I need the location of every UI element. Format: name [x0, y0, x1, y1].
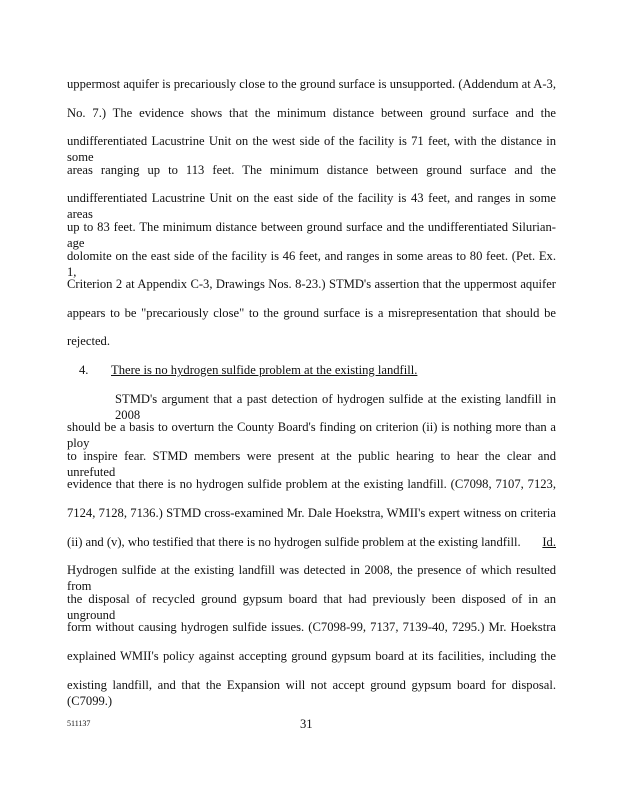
- heading-number: 4.: [79, 363, 89, 377]
- text-line: explained WMII's policy against accepting ground gypsum board at its facilities, including the: [67, 649, 556, 663]
- text-line: uppermost aquifer is precariously close to the ground surface is unsupported. (Addendum at A-3,: [67, 77, 556, 91]
- text-line: Criterion 2 at Appendix C-3, Drawings Nos. 8-23.) STMD's assertion that the uppermost aquifer: [67, 277, 556, 292]
- section-heading: [0, 362, 619, 378]
- text-line: undifferentiated Lacustrine Unit on the west side of the facility is 71 feet, with the distance in some: [67, 134, 556, 165]
- text-line: rejected.: [67, 334, 110, 349]
- text-line: [67, 534, 556, 550]
- text-line: to inspire fear. STMD members were present at the public hearing to hear the clear and unrefuted: [67, 448, 556, 479]
- text-line: 7124, 7128, 7136.) STMD cross-examined Mr. Dale Hoekstra, WMII's expert witness on criteria: [67, 506, 556, 520]
- text-line: dolomite on the east side of the facility is 46 feet, and ranges in some areas to 80 feet. (Pet. Ex. 1,: [67, 248, 556, 279]
- footer-document-id: 511137: [67, 719, 91, 728]
- text-line: No. 7.) The evidence shows that the minimum distance between ground surface and the: [67, 105, 556, 120]
- text-line: areas ranging up to 113 feet. The minimum distance between ground surface and the: [67, 162, 556, 177]
- text-line: form without causing hydrogen sulfide issues. (C7098-99, 7137, 7139-40, 7295.) Mr. Hoekstra: [67, 620, 556, 635]
- page-number: 31: [300, 717, 313, 731]
- text-line: appears to be "precariously close" to the ground surface is a misrepresentation that should be: [67, 305, 556, 320]
- text-line: existing landfill, and that the Expansion will not accept ground gypsum board for disposal. (C7099.): [67, 677, 556, 708]
- heading-title: There is no hydrogen sulfide problem at the existing landfill.: [111, 363, 418, 377]
- citation-id: Id.: [542, 534, 556, 549]
- text-line: evidence that there is no hydrogen sulfide problem at the existing landfill. (C7098, 7107, 7123,: [67, 477, 556, 492]
- text-segment: (ii) and (v), who testified that there is no hydrogen sulfide problem at the existing landfill.: [67, 534, 521, 549]
- text-line: STMD's argument that a past detection of hydrogen sulfide at the existing landfill in 2008: [115, 391, 556, 422]
- text-line: Hydrogen sulfide at the existing landfill was detected in 2008, the presence of which resulted from: [67, 563, 556, 594]
- text-line: should be a basis to overturn the County Board's finding on criterion (ii) is nothing more than a ploy: [67, 420, 556, 451]
- text-line: the disposal of recycled ground gypsum board that had previously been disposed of in an unground: [67, 591, 556, 622]
- text-line: up to 83 feet. The minimum distance between ground surface and the undifferentiated Silurian-age: [67, 220, 556, 250]
- text-line: undifferentiated Lacustrine Unit on the east side of the facility is 43 feet, and ranges in some areas: [67, 191, 556, 222]
